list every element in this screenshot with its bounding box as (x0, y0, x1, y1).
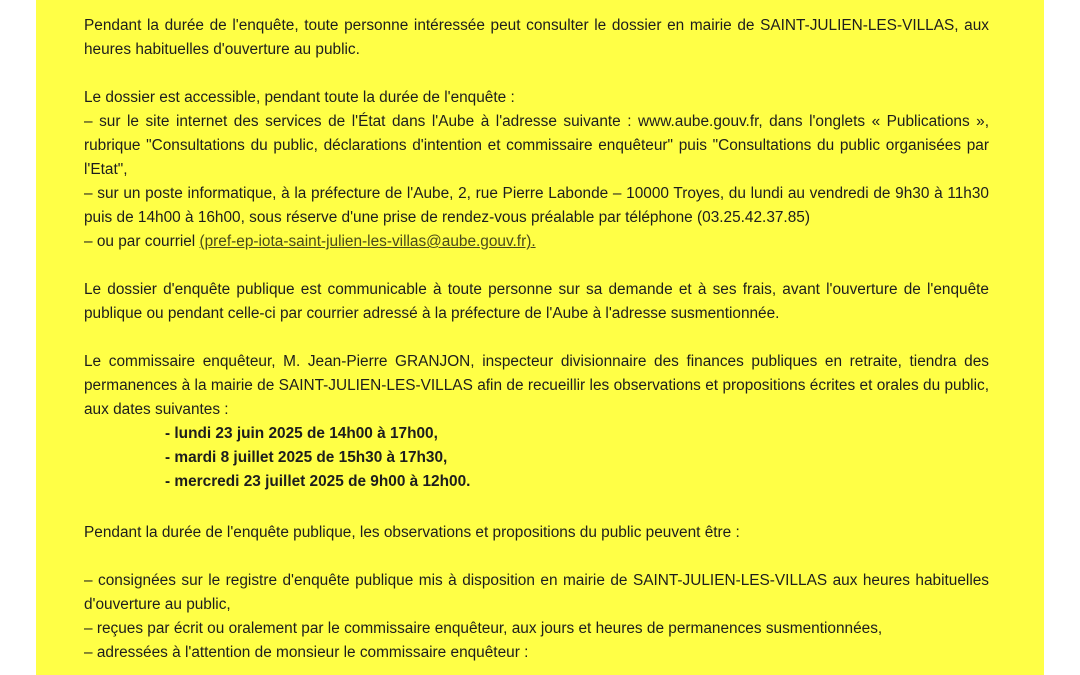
document-page (36, 0, 1044, 675)
permanence-date: - mardi 8 juillet 2025 de 15h30 à 17h30, (165, 449, 448, 466)
email-prefix: – ou par courriel (84, 233, 200, 250)
observation-item-register: – consignées sur le registre d'enquête publique mis à disposition en mairie de SAINT-JULIEN-LES-VILLAS aux heures habituelles d'ouverture au public, (84, 572, 989, 613)
spacer (84, 494, 989, 521)
access-heading: Le dossier est accessible, pendant toute la durée de l'enquête : (84, 89, 515, 106)
observations-heading: Pendant la durée de l'enquête publique, les observations et propositions du public peuvent être : (84, 524, 740, 541)
commissioner-paragraph: Le commissaire enquêteur, M. Jean-Pierre GRANJON, inspecteur divisionnaire des finances publiques en retraite, tiendra des permanences à la mairie de SAINT-JULIEN-LES-VILLAS afin de recueillir les observations et propositions écrites et orales du public, aux dates suivantes : (84, 353, 989, 418)
observation-item-addressed: – adressées à l'attention de monsieur le commissaire enquêteur : (84, 644, 529, 661)
email-link[interactable]: (pref-ep-iota-saint-julien-les-villas@aube.gouv.fr). (199, 233, 536, 250)
access-item-email (84, 230, 989, 254)
access-item-computer: – sur un poste informatique, à la préfecture de l'Aube, 2, rue Pierre Labonde – 10000 Troyes, du lundi au vendredi de 9h30 à 11h30 puis de 14h00 à 16h00, sous réserve d'une prise de rendez-vous préalable par téléphone (03.25.42.37.85) (84, 185, 989, 226)
document-body (84, 14, 989, 665)
access-item-website: – sur le site internet des services de l'État dans l'Aube à l'adresse suivante : www.aube.gouv.fr, dans l'onglets « Publications », rubrique "Consultations du public, déclarations d'intention et commissaire enquêteur" puis "Consultations du public organisées par l'Etat", (84, 113, 989, 178)
spacer (84, 62, 989, 86)
communicable-paragraph: Le dossier d'enquête publique est communicable à toute personne sur sa demande et à ses frais, avant l'ouverture de l'enquête publique ou pendant celle-ci par courrier adressé à la préfecture de l'Aube à l'adresse susmentionnée. (84, 281, 989, 322)
spacer (84, 326, 989, 350)
intro-paragraph: Pendant la durée de l'enquête, toute personne intéressée peut consulter le dossier en mairie de SAINT-JULIEN-LES-VILLAS, aux heures habituelles d'ouverture au public. (84, 17, 989, 58)
spacer (84, 545, 989, 569)
observation-item-commissioner: – reçues par écrit ou oralement par le commissaire enquêteur, aux jours et heures de permanences susmentionnées, (84, 620, 883, 637)
spacer (84, 254, 989, 278)
permanence-date: - mercredi 23 juillet 2025 de 9h00 à 12h00. (165, 473, 471, 490)
permanence-date: - lundi 23 juin 2025 de 14h00 à 17h00, (165, 425, 438, 442)
